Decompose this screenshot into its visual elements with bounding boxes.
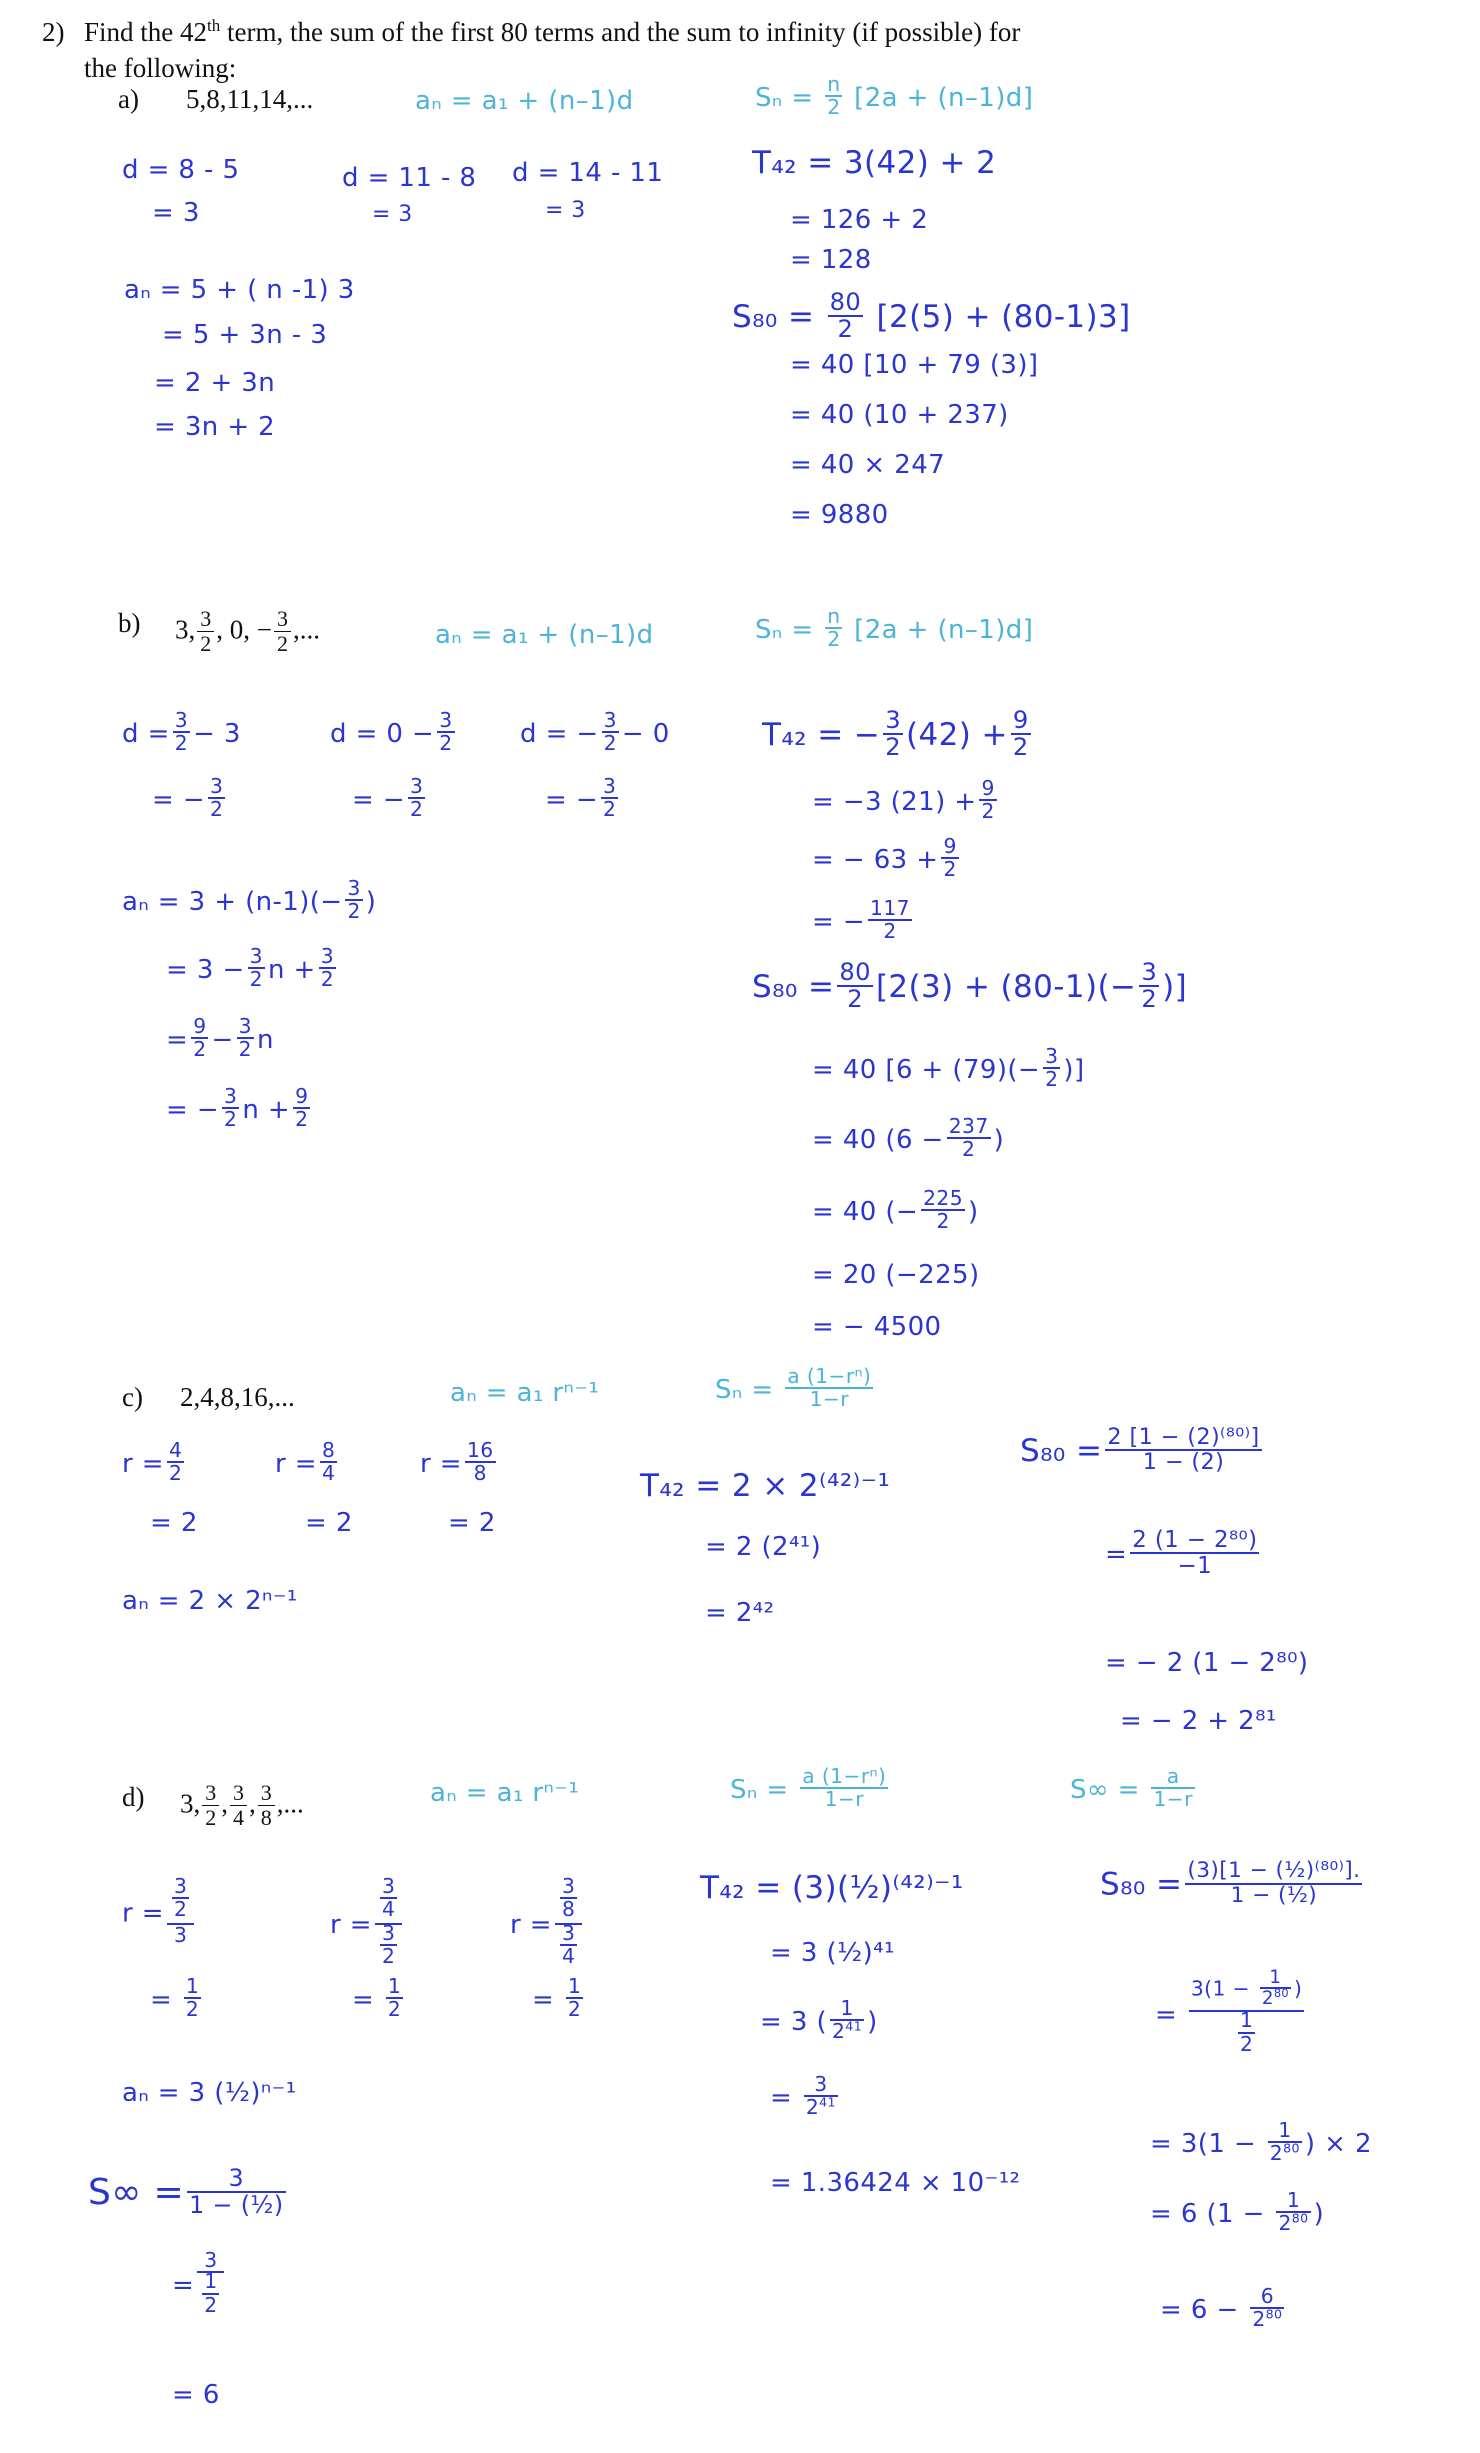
part-d-work-r3-result: = $\frac{1}{2}$ — [532, 1974, 582, 2022]
part-b-work-12: = $\frac{9}{2}$ − $\frac{3}{2}$ n — [166, 1014, 274, 1062]
part-b-label: b) — [118, 608, 141, 638]
question-text — [84, 14, 1384, 87]
part-d-right-8: = 3(1 − $\frac{1}{2^{80}}$ ) × 2 — [1150, 2118, 1372, 2166]
part-d-formula-sinf: S∞ = $\frac{a}{1-r}$ — [1070, 1764, 1193, 1812]
part-a-s80-label: S₈₀ = — [732, 298, 815, 335]
part-d-work-an: aₙ = 3 (½)ⁿ⁻¹ — [122, 2078, 297, 2108]
part-a-work-2: d = 11 - 8 — [342, 163, 477, 193]
part-b-work-3: d = 0 − $\frac{3}{2}$ — [330, 708, 453, 756]
part-b-work-10: = 3 − $\frac{3}{2}$ n + $\frac{3}{2}$ — [166, 944, 334, 992]
part-b-formula-an: aₙ = a₁ + (n–1)d — [435, 620, 654, 650]
part-a-work-8: = 2 + 3n — [154, 368, 276, 398]
part-a-sn-fraction: $\frac{n}{2}$ — [827, 72, 841, 120]
part-a-right-5: = 40 [10 + 79 (3)] — [790, 350, 1039, 380]
part-a-right-0: T₄₂ = 3(42) + 2 — [752, 145, 997, 181]
part-d-right-4: = 1.36424 × 10⁻¹² — [770, 2168, 1021, 2198]
part-c-work-1: = 2 — [150, 1508, 198, 1538]
part-a-work-9: = 3n + 2 — [154, 412, 276, 442]
part-d-sinf-step2: = $\frac{3}{\frac{1}{2}}$ — [172, 2252, 227, 2320]
part-a-label: a) — [118, 84, 139, 114]
part-b-frac-2: $\frac{3}{2}$ — [274, 607, 291, 656]
part-d-right-3: = $\frac{3}{2^{41}}$ — [770, 2072, 836, 2120]
part-b-right-15: = − 4500 — [812, 1312, 942, 1342]
part-a-work-5: = 3 — [545, 198, 586, 223]
part-d-right-s80-step: = 3(1 − $\frac{1}{2^{80}}$ ) $\frac{1}{2}$ — [1155, 1967, 1303, 2056]
question-text-part1: Find the 42 — [84, 17, 208, 47]
part-b-work-0: d = $\frac{3}{2}$ − 3 — [122, 708, 241, 756]
part-b-frac-1: $\frac{3}{2}$ — [197, 607, 214, 656]
part-d-right-0: T₄₂ = (3)(½)⁽⁴²⁾⁻¹ — [700, 1870, 964, 1906]
part-a-right-3 — [732, 288, 1131, 345]
part-b-right-2: = −3 (21) + $\frac{9}{2}$ — [812, 776, 995, 824]
part-b-right-5: S₈₀ = $\frac{80}{2}$ [2(3) + (80-1)(− $\frac{3}{2}$ )] — [752, 958, 1188, 1014]
part-c-sequence: 2,4,8,16,... — [180, 1382, 295, 1412]
part-a-right-1: = 126 + 2 — [790, 205, 929, 235]
part-d-right-10: = 6 − $\frac{6}{2^{80}}$ — [1160, 2284, 1283, 2332]
part-d-formula-an: aₙ = a₁ rⁿ⁻¹ — [430, 1778, 580, 1808]
part-c-formula-an: aₙ = a₁ rⁿ⁻¹ — [450, 1378, 600, 1408]
part-d-work-r2-result: = $\frac{1}{2}$ — [352, 1974, 402, 2022]
part-b-sequence: 3, $\frac{3}{2}$ , 0, − $\frac{3}{2}$ ,... — [175, 606, 320, 656]
part-c-formula-sn: Sₙ = $\frac{\text{a (1−rⁿ)}}{1-r}$ — [715, 1364, 872, 1412]
part-d-right-2: = 3 ( $\frac{1}{2^{41}}$ ) — [760, 1996, 878, 2044]
part-d-sinf-expression: S∞ = $\frac{3}{\text{1 − (½)}}$ — [88, 2164, 284, 2219]
part-a-sequence: 5,8,11,14,... — [186, 84, 314, 114]
part-c-label: c) — [122, 1382, 143, 1412]
part-d-sinf-result: = 6 — [172, 2380, 220, 2410]
part-b-work-8: aₙ = 3 + (n-1)(− $\frac{3}{2}$ ) — [122, 876, 377, 924]
part-b-work-7: = − $\frac{3}{2}$ — [545, 774, 617, 822]
part-c-sn-fraction: $\frac{\text{a (1−rⁿ)}}{1-r}$ — [787, 1364, 872, 1412]
part-a-work-7: = 5 + 3n - 3 — [162, 320, 328, 350]
part-d-label: d) — [122, 1782, 145, 1812]
part-c-right-6: = $\frac{\text{2 (1 − 2⁸⁰)}}{-1}$ — [1105, 1527, 1258, 1580]
question-number: 2) — [42, 17, 65, 47]
part-c-right-10: = − 2 + 2⁸¹ — [1120, 1706, 1277, 1736]
part-a-s80-bracket: [2(5) + (80-1)3] — [876, 298, 1131, 335]
part-c-right-2: = 2⁴² — [705, 1598, 775, 1628]
part-b-right-0: T₄₂ = − $\frac{3}{2}$ (42) + $\frac{9}{2}$ — [762, 706, 1029, 762]
part-c-work-2: r = $\frac{8}{4}$ — [275, 1438, 336, 1486]
question-text-line2: the following: — [84, 53, 237, 84]
part-c-work-3: = 2 — [305, 1508, 353, 1538]
part-a-s80-fraction: $\frac{80}{2}$ — [829, 288, 862, 344]
part-a-work-4: d = 14 - 11 — [512, 158, 664, 188]
part-b-formula-sn: Sₙ = $\frac{n}{2}$ [2a + (n–1)d] — [755, 604, 1034, 652]
part-c-work-5: = 2 — [448, 1508, 496, 1538]
part-b-work-15: = − $\frac{3}{2}$ n + $\frac{9}{2}$ — [166, 1084, 309, 1132]
part-b-right-3: = − 63 + $\frac{9}{2}$ — [812, 834, 957, 882]
part-d-right-5: S₈₀ = $\frac{\text{(3)[1 − (½)⁽⁸⁰⁾].}}{\text{1 − (½)}}$ — [1100, 1858, 1361, 1908]
part-d-work-r1: r = $\frac{\frac{3}{2}}{3}$ — [122, 1880, 197, 1948]
question-text-part2: term, the sum of the first 80 terms and the sum to infinity (if possible) for — [220, 17, 1021, 47]
part-d-work-r1-result: = $\frac{1}{2}$ — [150, 1974, 200, 2022]
question-text-superscript: th — [207, 16, 221, 35]
part-a-right-8: = 9880 — [790, 500, 889, 530]
part-a-right-7: = 40 × 247 — [790, 450, 946, 480]
part-b-right-4: = − $\frac{117}{2}$ — [812, 896, 910, 944]
part-d-work-r3: r = $\frac{\frac{3}{8}}{\frac{3}{4}}$ — [510, 1880, 585, 1971]
part-d-work-r2: r = $\frac{\frac{3}{4}}{\frac{3}{2}}$ — [330, 1880, 405, 1971]
part-a-work-3: = 3 — [372, 202, 413, 227]
part-b-sn-fraction: $\frac{n}{2}$ — [827, 604, 841, 652]
part-d-right-9: = 6 (1 − $\frac{1}{2^{80}}$ ) — [1150, 2188, 1325, 2236]
part-b-work-4: = − $\frac{3}{2}$ — [352, 774, 424, 822]
part-c-right-3: S₈₀ = $\frac{\text{2 [1 − (2)⁽⁸⁰⁾]}}{1 - (2)}$ — [1020, 1424, 1260, 1476]
part-a-right-2: = 128 — [790, 245, 872, 275]
part-a-work-6: aₙ = 5 + ( n -1) 3 — [124, 275, 355, 305]
part-c-right-0: T₄₂ = 2 × 2⁽⁴²⁾⁻¹ — [640, 1468, 891, 1504]
part-a-work-1: = 3 — [152, 198, 200, 228]
part-a-work-0: d = 8 - 5 — [122, 155, 240, 185]
part-b-right-14: = 20 (−225) — [812, 1260, 980, 1290]
part-c-work-6: aₙ = 2 × 2ⁿ⁻¹ — [122, 1586, 298, 1616]
part-d-formula-sn: Sₙ = $\frac{\text{a (1−rⁿ)}}{1-r}$ — [730, 1764, 887, 1812]
part-a-formula-an: aₙ = a₁ + (n–1)d — [415, 86, 634, 116]
part-a-sn-prefix: Sₙ = — [755, 82, 814, 113]
part-a-right-6: = 40 (10 + 237) — [790, 400, 1009, 430]
part-c-right-1: = 2 (2⁴¹) — [705, 1532, 822, 1562]
part-b-right-8: = 40 [6 + (79)(− $\frac{3}{2}$ )] — [812, 1044, 1085, 1092]
part-c-work-4: r = $\frac{16}{8}$ — [420, 1438, 494, 1486]
part-b-work-2: = − $\frac{3}{2}$ — [152, 774, 224, 822]
part-d-right-1: = 3 (½)⁴¹ — [770, 1938, 895, 1968]
part-b-right-12: = 40 (− $\frac{225}{2}$ ) — [812, 1186, 979, 1234]
part-c-work-0: r = $\frac{4}{2}$ — [122, 1438, 183, 1486]
part-b-work-5: d = − $\frac{3}{2}$ − 0 — [520, 708, 670, 756]
part-b-right-10: = 40 (6 − $\frac{237}{2}$ ) — [812, 1114, 1005, 1162]
part-c-right-9: = − 2 (1 − 2⁸⁰) — [1105, 1648, 1309, 1678]
part-a-sn-bracket: [2a + (n–1)d] — [854, 82, 1034, 113]
part-a-formula-sn — [755, 72, 1034, 121]
part-d-sequence: 3, $\frac{3}{2}$ , $\frac{3}{4}$ , $\frac{3}{8}$ ,... — [180, 1780, 304, 1830]
